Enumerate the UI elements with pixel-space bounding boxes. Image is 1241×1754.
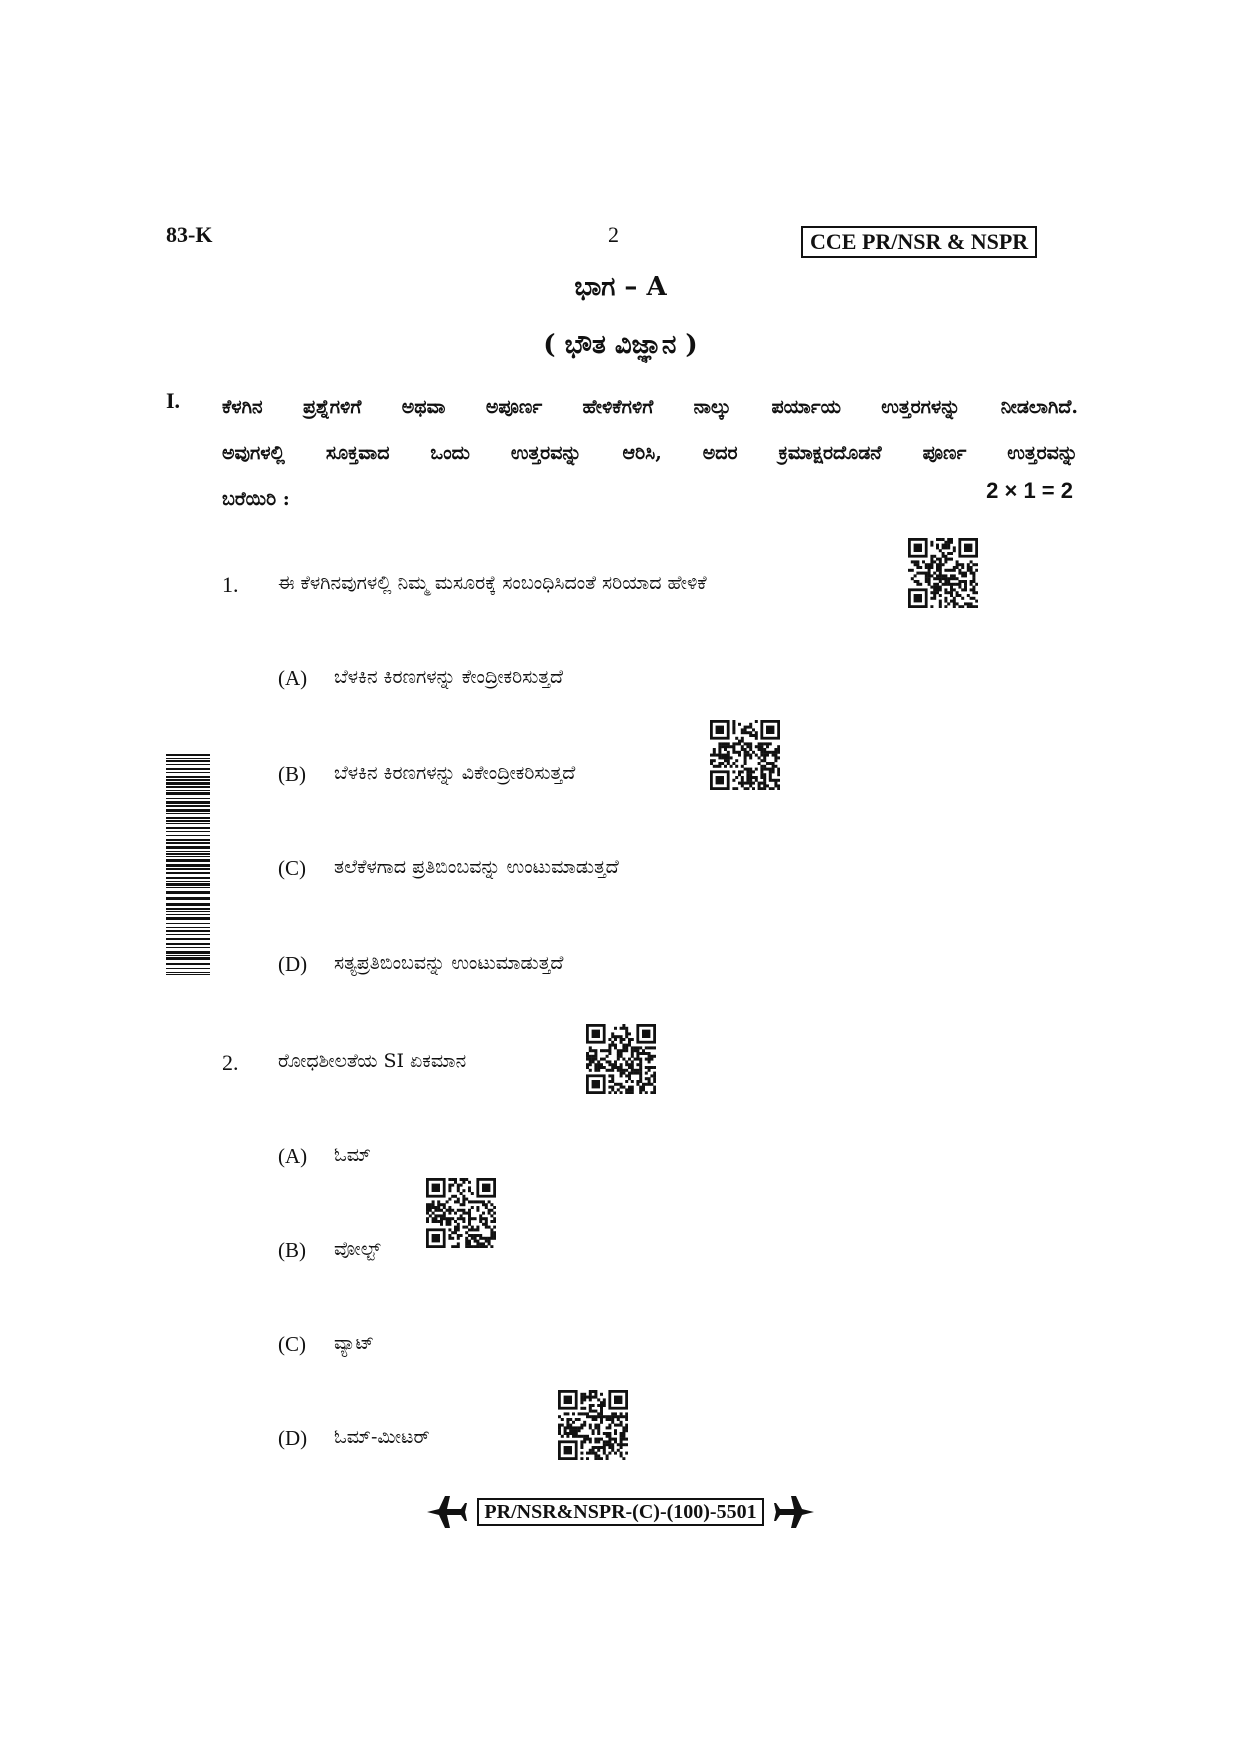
qr-code: [908, 538, 978, 608]
barcode: [166, 754, 210, 976]
question-1-option-a-label: (A): [278, 666, 308, 690]
question-2-option-d-text: ಓಮ್-ಮೀಟರ್: [334, 1426, 430, 1448]
section-marks: 2 × 1 = 2: [986, 478, 1073, 503]
qr-code: [558, 1390, 628, 1460]
part-title: ಭಾಗ – A: [574, 272, 667, 302]
question-2-option-a-label: (A): [278, 1144, 308, 1168]
question-1-option-c-label: (C): [278, 856, 306, 880]
page-number: 2: [608, 222, 619, 247]
qr-code: [710, 720, 780, 790]
question-2-text: ರೋಧಶೀಲತೆಯ SI ಏಕಮಾನ: [278, 1050, 467, 1072]
question-2-option-c-text: ವ್ಯಾಟ್: [334, 1332, 375, 1354]
question-1-option-d-label: (D): [278, 952, 308, 976]
instruction-line-3: ಬರೆಯಿರಿ :: [222, 488, 290, 510]
question-2-option-d-label: (D): [278, 1426, 308, 1450]
section-number: I.: [166, 388, 181, 413]
paper-code: 83-K: [166, 222, 213, 247]
airplane-icon: [774, 1494, 816, 1530]
qr-code: [586, 1024, 656, 1094]
instruction-line-2: ಅವುಗಳಲ್ಲಿ ಸೂಕ್ತವಾದ ಒಂದು ಉತ್ತರವನ್ನು ಆರಿಸಿ, ಅದರ ಕ್ರಮಾಕ್ಷರದೊಡನೆ ಪೂರ್ಣ ಉತ್ತರವನ್ನು: [222, 442, 1078, 464]
question-2-option-a-text: ಓಮ್: [334, 1144, 371, 1166]
question-2-option-c-label: (C): [278, 1332, 306, 1356]
airplane-icon: [425, 1494, 467, 1530]
exam-code-box: CCE PR/NSR & NSPR: [801, 226, 1037, 258]
footer-code: PR/NSR&NSPR-(C)-(100)-5501: [477, 1498, 763, 1526]
subject-title: ( ಭೌತ ವಿಜ್ಞಾನ ): [543, 330, 698, 360]
question-2-number: 2.: [222, 1050, 239, 1075]
question-2-option-b-text: ವೋಲ್ಟ್: [334, 1238, 381, 1260]
question-1-option-b-text: ಬೆಳಕಿನ ಕಿರಣಗಳನ್ನು ವಿಕೇಂದ್ರೀಕರಿಸುತ್ತದೆ: [334, 762, 576, 784]
question-1-option-c-text: ತಲೆಕೆಳಗಾದ ಪ್ರತಿಬಿಂಬವನ್ನು ಉಂಟುಮಾಡುತ್ತದೆ: [334, 856, 619, 878]
question-1-option-b-label: (B): [278, 762, 306, 786]
question-2-option-b-label: (B): [278, 1238, 306, 1262]
question-1-option-a-text: ಬೆಳಕಿನ ಕಿರಣಗಳನ್ನು ಕೇಂದ್ರೀಕರಿಸುತ್ತದೆ: [334, 666, 563, 688]
instruction-line-1: ಕೆಳಗಿನ ಪ್ರಶ್ನೆಗಳಿಗೆ ಅಥವಾ ಅಪೂರ್ಣ ಹೇಳಿಕೆಗಳಿಗೆ ನಾಲ್ಕು ಪರ್ಯಾಯ ಉತ್ತರಗಳನ್ನು ನೀಡಲಾಗಿದೆ.: [222, 396, 1078, 418]
footer: [0, 1494, 1241, 1530]
qr-code: [426, 1178, 496, 1248]
question-1-text: ಈ ಕೆಳಗಿನವುಗಳಲ್ಲಿ ನಿಮ್ಮ ಮಸೂರಕ್ಕೆ ಸಂಬಂಧಿಸಿದಂತೆ ಸರಿಯಾದ ಹೇಳಿಕೆ: [278, 572, 707, 594]
question-1-option-d-text: ಸತ್ಯಪ್ರತಿಬಿಂಬವನ್ನು ಉಂಟುಮಾಡುತ್ತದೆ: [334, 952, 564, 974]
question-1-number: 1.: [222, 572, 239, 597]
